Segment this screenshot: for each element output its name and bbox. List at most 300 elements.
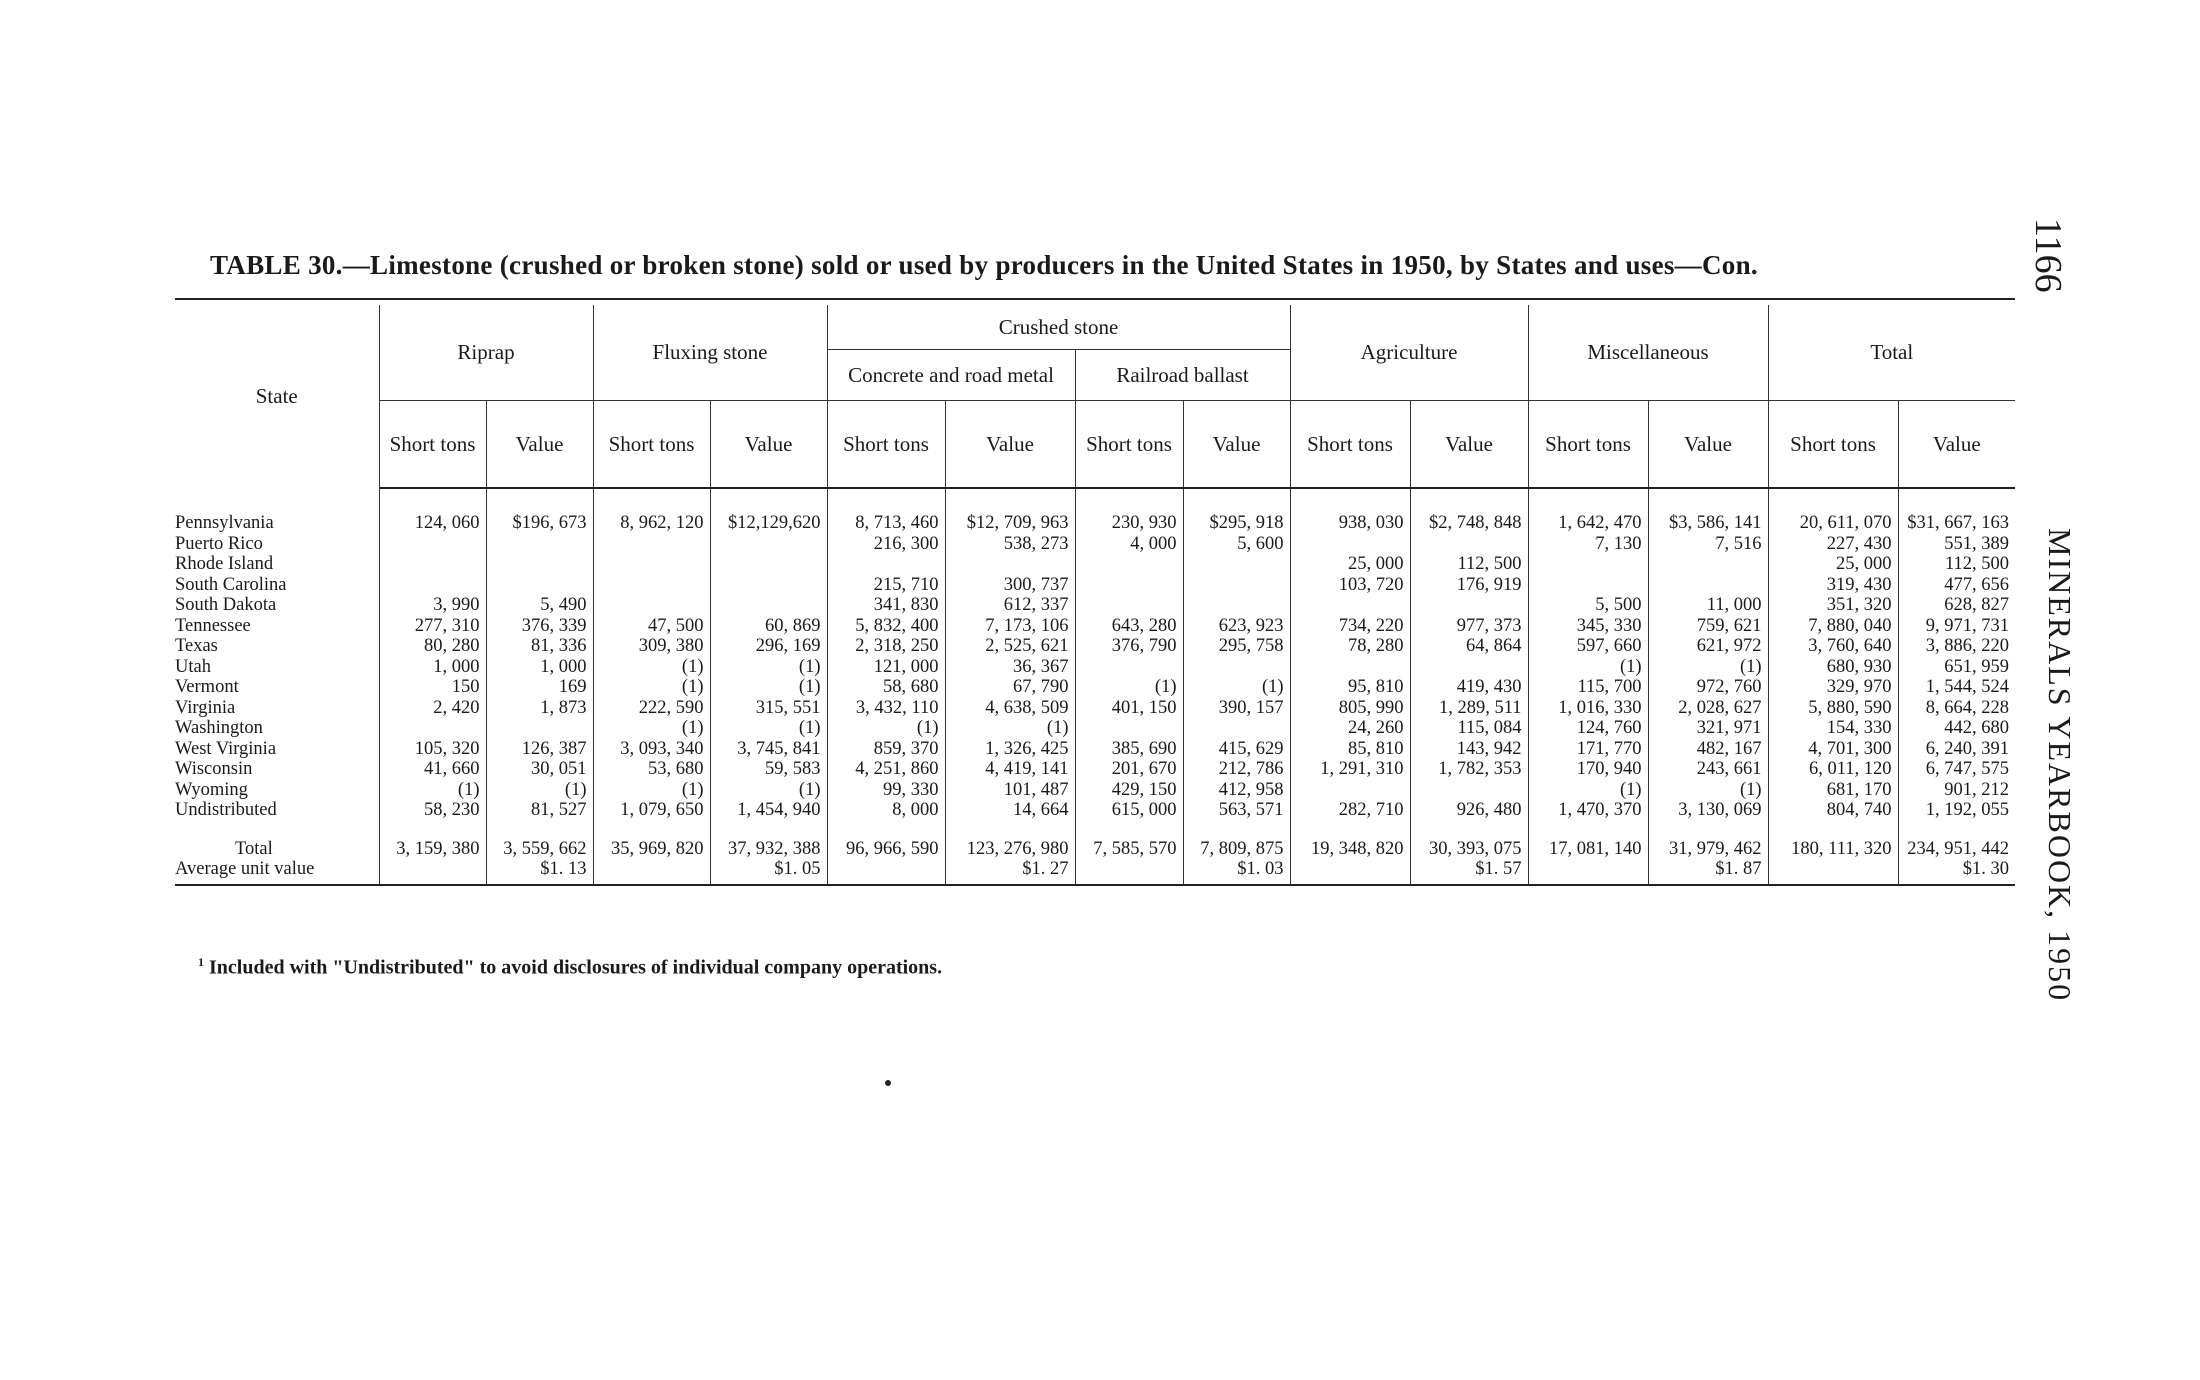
table-cell: (1) (1183, 677, 1290, 698)
table-cell (379, 554, 486, 575)
table-cell: $1. 05 (710, 859, 827, 885)
table-cell: 6, 747, 575 (1898, 759, 2015, 780)
table-cell: 53, 680 (593, 759, 710, 780)
table-cell: 215, 710 (827, 575, 945, 596)
table-cell: 101, 487 (945, 780, 1075, 801)
table-cell (486, 575, 593, 596)
table-cell: 551, 389 (1898, 534, 2015, 555)
table-cell: 123, 276, 980 (945, 833, 1075, 860)
table-cell: 112, 500 (1898, 554, 2015, 575)
header-miscellaneous: Miscellaneous (1528, 305, 1768, 401)
title-rule (175, 298, 2015, 300)
table-cell: 4, 000 (1075, 534, 1183, 555)
table-cell: 7, 585, 570 (1075, 833, 1183, 860)
spacer-cell (1898, 821, 2015, 833)
table-cell: 11, 000 (1648, 595, 1768, 616)
spacer-cell (1410, 821, 1528, 833)
table-cell: 60, 869 (710, 616, 827, 637)
table-cell: (1) (827, 718, 945, 739)
table-cell: 35, 969, 820 (593, 833, 710, 860)
table-cell: 7, 880, 040 (1768, 616, 1898, 637)
state-name: Wisconsin (175, 759, 253, 779)
table-cell (593, 595, 710, 616)
table-cell: 169 (486, 677, 593, 698)
table-cell: 1, 470, 370 (1528, 800, 1648, 821)
state-name: Texas (175, 636, 218, 656)
table-cell: (1) (710, 657, 827, 678)
table-cell: (1) (593, 780, 710, 801)
table-cell: 623, 923 (1183, 616, 1290, 637)
table-cell: (1) (1528, 780, 1648, 801)
table-cell: $1. 57 (1410, 859, 1528, 885)
table-cell: 938, 030 (1290, 488, 1410, 534)
table-cell: 4, 638, 509 (945, 698, 1075, 719)
table-cell: $1. 27 (945, 859, 1075, 885)
table-cell: 3, 130, 069 (1648, 800, 1768, 821)
table-cell: 4, 419, 141 (945, 759, 1075, 780)
table-cell: 103, 720 (1290, 575, 1410, 596)
table-cell: 643, 280 (1075, 616, 1183, 637)
table-cell (1183, 554, 1290, 575)
table-row (175, 488, 2015, 534)
table-cell: 150 (379, 677, 486, 698)
table-cell (1075, 575, 1183, 596)
table-cell: (1) (1075, 677, 1183, 698)
spacer-cell (486, 821, 593, 833)
table-cell: 170, 940 (1528, 759, 1648, 780)
header-riprap: Riprap (379, 305, 593, 401)
table-cell: 612, 337 (945, 595, 1075, 616)
table-cell: 345, 330 (1528, 616, 1648, 637)
table-cell (486, 718, 593, 739)
table-number: TABLE 30. (210, 250, 343, 280)
table-cell (593, 859, 710, 885)
table-cell (1183, 718, 1290, 739)
spacer-cell (827, 821, 945, 833)
table-cell: 1, 454, 940 (710, 800, 827, 821)
table-row (175, 718, 2015, 739)
table-cell: 597, 660 (1528, 636, 1648, 657)
header-short-tons: Short tons (1290, 401, 1410, 489)
spacer-cell (945, 821, 1075, 833)
table-cell: 8, 962, 120 (593, 488, 710, 534)
table-cell: 4, 251, 860 (827, 759, 945, 780)
table-cell: 96, 966, 590 (827, 833, 945, 860)
table-cell: $1. 30 (1898, 859, 2015, 885)
header-fluxing-stone: Fluxing stone (593, 305, 827, 401)
state-name: Virginia (175, 697, 236, 718)
table-cell: 3, 432, 110 (827, 698, 945, 719)
table-cell: (1) (486, 780, 593, 801)
table-cell (1290, 657, 1410, 678)
state-name: Rhode Island (175, 554, 274, 574)
table-cell: 14, 664 (945, 800, 1075, 821)
table-cell: 171, 770 (1528, 739, 1648, 760)
table-cell: 115, 700 (1528, 677, 1648, 698)
table-cell: 2, 028, 627 (1648, 698, 1768, 719)
table-cell (1768, 859, 1898, 885)
table-cell: 7, 516 (1648, 534, 1768, 555)
table-title-text: —Limestone (crushed or broken stone) sold or used by producers in the United States in 1950, by States and uses—Con. (342, 250, 1758, 280)
table-cell: 2, 525, 621 (945, 636, 1075, 657)
table-cell: 7, 809, 875 (1183, 833, 1290, 860)
table-cell: 37, 932, 388 (710, 833, 827, 860)
table-row (175, 739, 2015, 760)
table-cell: 6, 240, 391 (1898, 739, 2015, 760)
table-cell: 2, 420 (379, 698, 486, 719)
spacer-cell (175, 821, 379, 833)
table-cell: 5, 832, 400 (827, 616, 945, 637)
table-cell: 759, 621 (1648, 616, 1768, 637)
table-cell: 805, 990 (1290, 698, 1410, 719)
state-name: South Carolina (175, 574, 287, 595)
table-cell (710, 554, 827, 575)
table-cell (379, 859, 486, 885)
table-cell: 80, 280 (379, 636, 486, 657)
state-name: West Virginia (175, 738, 277, 759)
table-cell: 115, 084 (1410, 718, 1528, 739)
table-cell (1410, 534, 1528, 555)
table-row (175, 595, 2015, 616)
table-cell: (1) (593, 677, 710, 698)
table-cell: 319, 430 (1768, 575, 1898, 596)
table-cell (1648, 575, 1768, 596)
table-cell: 112, 500 (1410, 554, 1528, 575)
spacer-cell (1183, 821, 1290, 833)
spacer-cell (1768, 821, 1898, 833)
table-cell (710, 575, 827, 596)
footnote-marker: 1 (198, 955, 204, 969)
table-cell: 20, 611, 070 (1768, 488, 1898, 534)
table-cell: 6, 011, 120 (1768, 759, 1898, 780)
table-cell: 212, 786 (1183, 759, 1290, 780)
table-cell: 121, 000 (827, 657, 945, 678)
spacer-cell (1290, 821, 1410, 833)
spacer-cell (1648, 821, 1768, 833)
table-cell: 36, 367 (945, 657, 1075, 678)
table-cell: 5, 500 (1528, 595, 1648, 616)
table-row (175, 534, 2015, 555)
table-cell: 390, 157 (1183, 698, 1290, 719)
header-short-tons: Short tons (379, 401, 486, 489)
table-cell: 482, 167 (1648, 739, 1768, 760)
table-cell: 804, 740 (1768, 800, 1898, 821)
spacer-cell (1528, 821, 1648, 833)
table-cell: 926, 480 (1410, 800, 1528, 821)
header-value: Value (1183, 401, 1290, 489)
table-cell: 230, 930 (1075, 488, 1183, 534)
table-cell: 8, 713, 460 (827, 488, 945, 534)
table-cell: 401, 150 (1075, 698, 1183, 719)
table-cell: 99, 330 (827, 780, 945, 801)
print-speck (885, 1080, 891, 1086)
header-short-tons: Short tons (1075, 401, 1183, 489)
table-cell: 412, 958 (1183, 780, 1290, 801)
table-cell (710, 595, 827, 616)
table-title (210, 250, 1758, 281)
table-cell: 126, 387 (486, 739, 593, 760)
table-cell: (1) (710, 780, 827, 801)
table-cell: 4, 701, 300 (1768, 739, 1898, 760)
table-cell: $295, 918 (1183, 488, 1290, 534)
table-row (175, 554, 2015, 575)
table-cell (379, 718, 486, 739)
table-cell: 5, 490 (486, 595, 593, 616)
table-cell (1648, 554, 1768, 575)
table-cell: 351, 320 (1768, 595, 1898, 616)
table-cell: 442, 680 (1898, 718, 2015, 739)
table-cell: 309, 380 (593, 636, 710, 657)
table-cell: $1. 87 (1648, 859, 1768, 885)
table-cell: 59, 583 (710, 759, 827, 780)
table-cell: $1. 13 (486, 859, 593, 885)
header-total: Total (1768, 305, 2015, 401)
footnote-text: Included with "Undistributed" to avoid disclosures of individual company operations. (209, 956, 943, 979)
table-row (175, 800, 2015, 821)
spacer-cell (1075, 821, 1183, 833)
table-cell: 538, 273 (945, 534, 1075, 555)
spacer-cell (379, 821, 486, 833)
table-cell: 8, 000 (827, 800, 945, 821)
spacer-cell (710, 821, 827, 833)
table-cell (1183, 657, 1290, 678)
table-cell (1290, 859, 1410, 885)
table-cell: 1, 000 (486, 657, 593, 678)
table-cell: 628, 827 (1898, 595, 2015, 616)
table-cell: 651, 959 (1898, 657, 2015, 678)
table-cell: 615, 000 (1075, 800, 1183, 821)
table-cell: 429, 150 (1075, 780, 1183, 801)
table-cell: 143, 942 (1410, 739, 1528, 760)
table-cell: 47, 500 (593, 616, 710, 637)
table-cell: 563, 571 (1183, 800, 1290, 821)
table-cell: (1) (1648, 657, 1768, 678)
table-cell: 321, 971 (1648, 718, 1768, 739)
table-cell (593, 575, 710, 596)
table-cell: $12,129,620 (710, 488, 827, 534)
footnote (198, 955, 942, 980)
table-cell: 300, 737 (945, 575, 1075, 596)
table-cell (1183, 575, 1290, 596)
table-cell: 81, 527 (486, 800, 593, 821)
table-cell: 25, 000 (1290, 554, 1410, 575)
table-cell: 41, 660 (379, 759, 486, 780)
table-cell (593, 534, 710, 555)
table-cell: 3, 159, 380 (379, 833, 486, 860)
table-cell: 680, 930 (1768, 657, 1898, 678)
table-cell (1183, 595, 1290, 616)
table-cell: 30, 051 (486, 759, 593, 780)
header-value: Value (1410, 401, 1528, 489)
table-cell: 296, 169 (710, 636, 827, 657)
table-cell: 621, 972 (1648, 636, 1768, 657)
table-cell: 1, 873 (486, 698, 593, 719)
table-cell: $31, 667, 163 (1898, 488, 2015, 534)
table-cell: 17, 081, 140 (1528, 833, 1648, 860)
table-cell: 901, 212 (1898, 780, 2015, 801)
state-name: Puerto Rico (175, 533, 263, 554)
header-short-tons: Short tons (1528, 401, 1648, 489)
table-cell: 3, 760, 640 (1768, 636, 1898, 657)
header-value: Value (1898, 401, 2015, 489)
table-cell: 5, 880, 590 (1768, 698, 1898, 719)
table-row (175, 657, 2015, 678)
table-cell (593, 554, 710, 575)
table-cell: 1, 079, 650 (593, 800, 710, 821)
table-cell: 1, 016, 330 (1528, 698, 1648, 719)
table-cell: 295, 758 (1183, 636, 1290, 657)
header-railroad-ballast: Railroad ballast (1075, 350, 1290, 401)
state-name: Wyoming (175, 779, 248, 800)
state-name: South Dakota (175, 595, 277, 615)
table-cell: 201, 670 (1075, 759, 1183, 780)
table-cell (1528, 554, 1648, 575)
table-cell: (1) (1528, 657, 1648, 678)
table-cell: 243, 661 (1648, 759, 1768, 780)
table-cell: 1, 289, 511 (1410, 698, 1528, 719)
header-short-tons: Short tons (827, 401, 945, 489)
table-row (175, 833, 2015, 860)
table-row (175, 616, 2015, 637)
table-cell: 124, 760 (1528, 718, 1648, 739)
table-cell: (1) (1648, 780, 1768, 801)
table-cell (827, 554, 945, 575)
spacer-row (175, 821, 2015, 833)
table-cell: $196, 673 (486, 488, 593, 534)
table-cell: 419, 430 (1410, 677, 1528, 698)
table-cell: 376, 790 (1075, 636, 1183, 657)
state-name: Vermont (175, 677, 239, 697)
header-crushed-stone: Crushed stone (827, 305, 1290, 350)
table-cell (827, 859, 945, 885)
page-number: 1166 (2027, 218, 2069, 293)
table-cell: 376, 339 (486, 616, 593, 637)
table-cell: 3, 886, 220 (1898, 636, 2015, 657)
table-cell: 19, 348, 820 (1290, 833, 1410, 860)
table-cell: 31, 979, 462 (1648, 833, 1768, 860)
table-cell (1290, 595, 1410, 616)
header-concrete-road-metal: Concrete and road metal (827, 350, 1075, 401)
table-cell: (1) (593, 718, 710, 739)
table-cell (379, 534, 486, 555)
table-cell (710, 534, 827, 555)
table-cell: 7, 173, 106 (945, 616, 1075, 637)
table-cell: 9, 971, 731 (1898, 616, 2015, 637)
state-name: Total (235, 838, 273, 859)
state-name: Undistributed (175, 800, 277, 820)
table-cell: 859, 370 (827, 739, 945, 760)
table-row (175, 698, 2015, 719)
table-cell (1528, 575, 1648, 596)
header-value: Value (945, 401, 1075, 489)
table-cell: $2, 748, 848 (1410, 488, 1528, 534)
table-cell: 5, 600 (1183, 534, 1290, 555)
limestone-table (175, 305, 2015, 886)
table-cell: 180, 111, 320 (1768, 833, 1898, 860)
table-row (175, 859, 2015, 885)
table-cell: 315, 551 (710, 698, 827, 719)
table-cell: 477, 656 (1898, 575, 2015, 596)
table-cell: 1, 000 (379, 657, 486, 678)
table-cell (1075, 718, 1183, 739)
table-cell: 58, 680 (827, 677, 945, 698)
state-name: Tennessee (175, 615, 251, 636)
table-cell: (1) (710, 677, 827, 698)
table-cell: 58, 230 (379, 800, 486, 821)
table-cell: (1) (593, 657, 710, 678)
table-cell: 24, 260 (1290, 718, 1410, 739)
table-cell: 277, 310 (379, 616, 486, 637)
header-value: Value (710, 401, 827, 489)
table-cell: 216, 300 (827, 534, 945, 555)
table-cell: 329, 970 (1768, 677, 1898, 698)
table-row (175, 575, 2015, 596)
header-value: Value (486, 401, 593, 489)
state-name: Washington (175, 718, 263, 738)
table-cell: 85, 810 (1290, 739, 1410, 760)
table-cell: 282, 710 (1290, 800, 1410, 821)
table-row (175, 780, 2015, 801)
table-cell: (1) (379, 780, 486, 801)
table-cell: 972, 760 (1648, 677, 1768, 698)
table-cell: 30, 393, 075 (1410, 833, 1528, 860)
table-row (175, 677, 2015, 698)
table-cell (1290, 534, 1410, 555)
table-cell (945, 554, 1075, 575)
table-cell: 3, 559, 662 (486, 833, 593, 860)
table-cell: 25, 000 (1768, 554, 1898, 575)
table-cell: $1. 03 (1183, 859, 1290, 885)
table-row (175, 759, 2015, 780)
table-cell: 222, 590 (593, 698, 710, 719)
table-cell: 1, 326, 425 (945, 739, 1075, 760)
spacer-cell (593, 821, 710, 833)
header-state: State (255, 384, 298, 408)
table-cell: 81, 336 (486, 636, 593, 657)
table-cell: 1, 291, 310 (1290, 759, 1410, 780)
table-cell: 681, 170 (1768, 780, 1898, 801)
table-cell: 154, 330 (1768, 718, 1898, 739)
table-cell (1075, 554, 1183, 575)
table-cell (379, 575, 486, 596)
table-cell: 176, 919 (1410, 575, 1528, 596)
header-value: Value (1648, 401, 1768, 489)
table-cell (486, 554, 593, 575)
table-cell: 3, 093, 340 (593, 739, 710, 760)
table-cell: $3, 586, 141 (1648, 488, 1768, 534)
table-cell: 64, 864 (1410, 636, 1528, 657)
table-cell: 67, 790 (945, 677, 1075, 698)
header-short-tons: Short tons (1768, 401, 1898, 489)
table-cell: 1, 642, 470 (1528, 488, 1648, 534)
table-cell (1075, 859, 1183, 885)
table-cell (486, 534, 593, 555)
table-cell: 1, 544, 524 (1898, 677, 2015, 698)
table-cell: 1, 192, 055 (1898, 800, 2015, 821)
header-short-tons: Short tons (593, 401, 710, 489)
header-agriculture: Agriculture (1290, 305, 1528, 401)
table-cell (1290, 780, 1410, 801)
table-cell (1075, 595, 1183, 616)
table-cell (1410, 657, 1528, 678)
table-cell (1410, 780, 1528, 801)
state-name: Average unit value (175, 859, 379, 885)
table-cell: 8, 664, 228 (1898, 698, 2015, 719)
table-cell: 1, 782, 353 (1410, 759, 1528, 780)
table-cell: $12, 709, 963 (945, 488, 1075, 534)
table-cell: (1) (945, 718, 1075, 739)
table-cell (1410, 595, 1528, 616)
